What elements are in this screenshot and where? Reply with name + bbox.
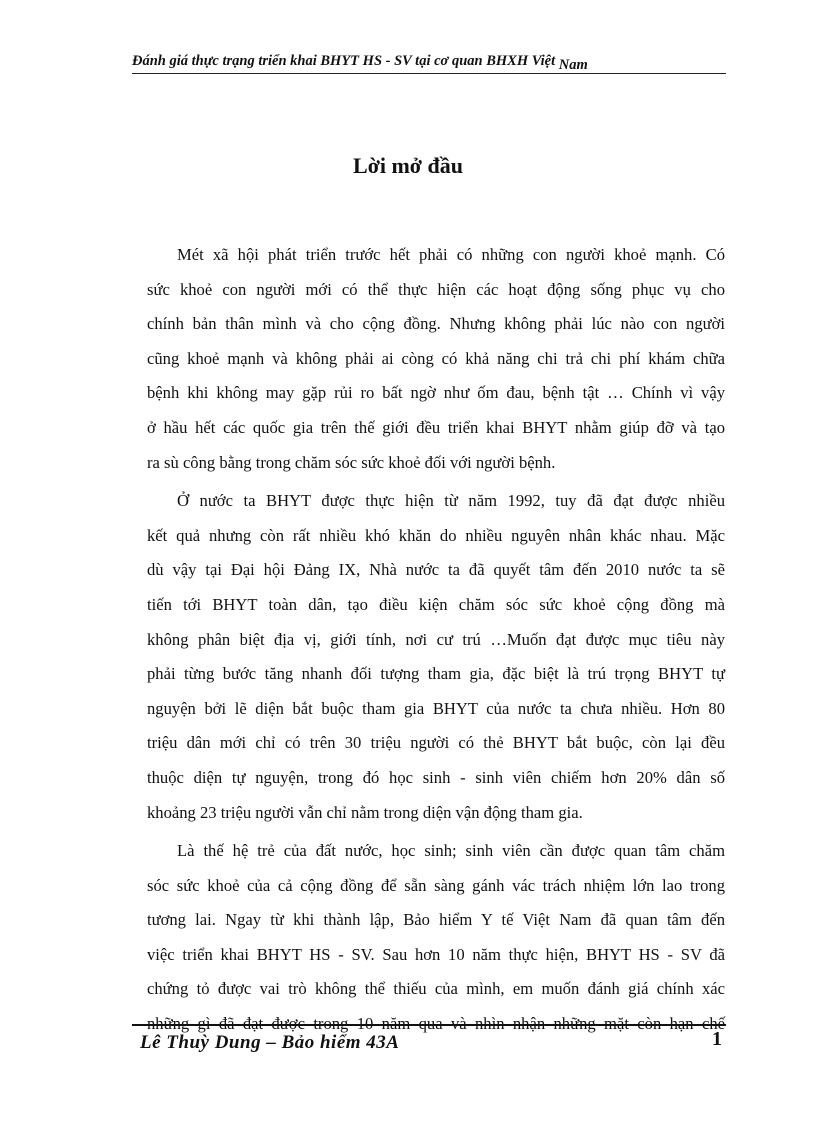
paragraph-3 xyxy=(147,834,725,1042)
text-line: sức khoẻ con người mới có thể thực hiện các hoạt động sống phục vụ cho xyxy=(147,279,725,299)
text-line: Mét xã hội phát triển trước hết phải có những con người khoẻ mạnh. Có xyxy=(177,245,725,264)
page-title: Lời mở đầu xyxy=(353,153,463,178)
text-line: cũng khoẻ mạnh và không phải ai còng có khả năng chi trả chi phí khám chữa xyxy=(147,348,725,368)
text-line: chứng tỏ được vai trò không thể thiếu của mình, em muốn đánh giá chính xác xyxy=(147,979,725,999)
text-line: Ở nước ta BHYT được thực hiện từ năm 1992, tuy đã đạt được nhiều xyxy=(177,491,725,511)
text-line: không phân biệt địa vị, giới tính, nơi cư trú …Muốn đạt được mục tiêu này xyxy=(147,629,725,649)
text-line: dù vậy tại Đại hội Đảng IX, Nhà nước ta đã quyết tâm đến 2010 nước ta sẽ xyxy=(147,560,725,580)
text-line: sóc sức khoẻ của cả cộng đồng để sẵn sàng gánh vác trách nhiệm lớn lao trong xyxy=(147,875,725,895)
text-line: việc triển khai BHYT HS - SV. Sau hơn 10 năm thực hiện, BHYT HS - SV đã xyxy=(147,944,725,964)
text-line: Là thế hệ trẻ của đất nước, học sinh; sinh viên cần được quan tâm chăm xyxy=(177,841,725,861)
footer-author: Lê Thuỳ Dung – Bảo hiểm 43A xyxy=(140,1032,400,1053)
text-line: thuộc diện tự nguyện, trong đó học sinh - sinh viên chiếm hơn 20% dân số xyxy=(147,767,725,787)
document-body xyxy=(147,238,725,1046)
text-line: ở hầu hết các quốc gia trên thế giới đều triển khai BHYT nhằm giúp đỡ và tạo xyxy=(147,417,725,437)
text-line: bệnh khi không may gặp rủi ro bất ngờ như ốm đau, bệnh tật … Chính vì vậy xyxy=(147,383,725,403)
text-line: nguyện bởi lẽ diện bắt buộc tham gia BHYT của nước ta chưa nhiều. Hơn 80 xyxy=(147,698,725,718)
paragraph-2 xyxy=(147,484,725,830)
running-header xyxy=(132,52,726,73)
text-line: triệu dân mới chỉ có trên 30 triệu người có thẻ BHYT bắt buộc, còn lại đều xyxy=(147,733,725,753)
text-line: phải từng bước tăng nhanh đối tượng tham gia, đặc biệt là trú trọng BHYT tự xyxy=(147,664,725,684)
text-line: chính bản thân mình và cho cộng đồng. Nhưng không phải lúc nào con người xyxy=(147,314,725,334)
header-divider xyxy=(132,73,726,74)
text-line: những gì đã đạt được trong 10 năm qua và nhìn nhận những mặt còn hạn chế xyxy=(147,1014,725,1034)
header-text: Đánh giá thực trạng triển khai BHYT HS - SV tại cơ quan BHXH Việt xyxy=(132,53,556,69)
text-line: tiến tới BHYT toàn dân, tạo điều kiện chăm sóc sức khoẻ cộng đồng mà xyxy=(147,594,725,614)
header-text-tail: Nam xyxy=(558,57,588,73)
text-line: khoảng 23 triệu người vẫn chỉ nằm trong diện vận động tham gia. xyxy=(147,802,583,822)
text-line: ra sù công bằng trong chăm sóc sức khoẻ đối với người bệnh. xyxy=(147,452,556,472)
text-line: kết quả nhưng còn rất nhiều khó khăn do nhiều nguyên nhân khác nhau. Mặc xyxy=(147,525,725,545)
text-line: tương lai. Ngay từ khi thành lập, Bảo hiểm Y tế Việt Nam đã quan tâm đến xyxy=(147,910,725,930)
paragraph-1 xyxy=(147,238,725,480)
footer-divider xyxy=(132,1024,726,1026)
page-number: 1 xyxy=(712,1028,722,1050)
